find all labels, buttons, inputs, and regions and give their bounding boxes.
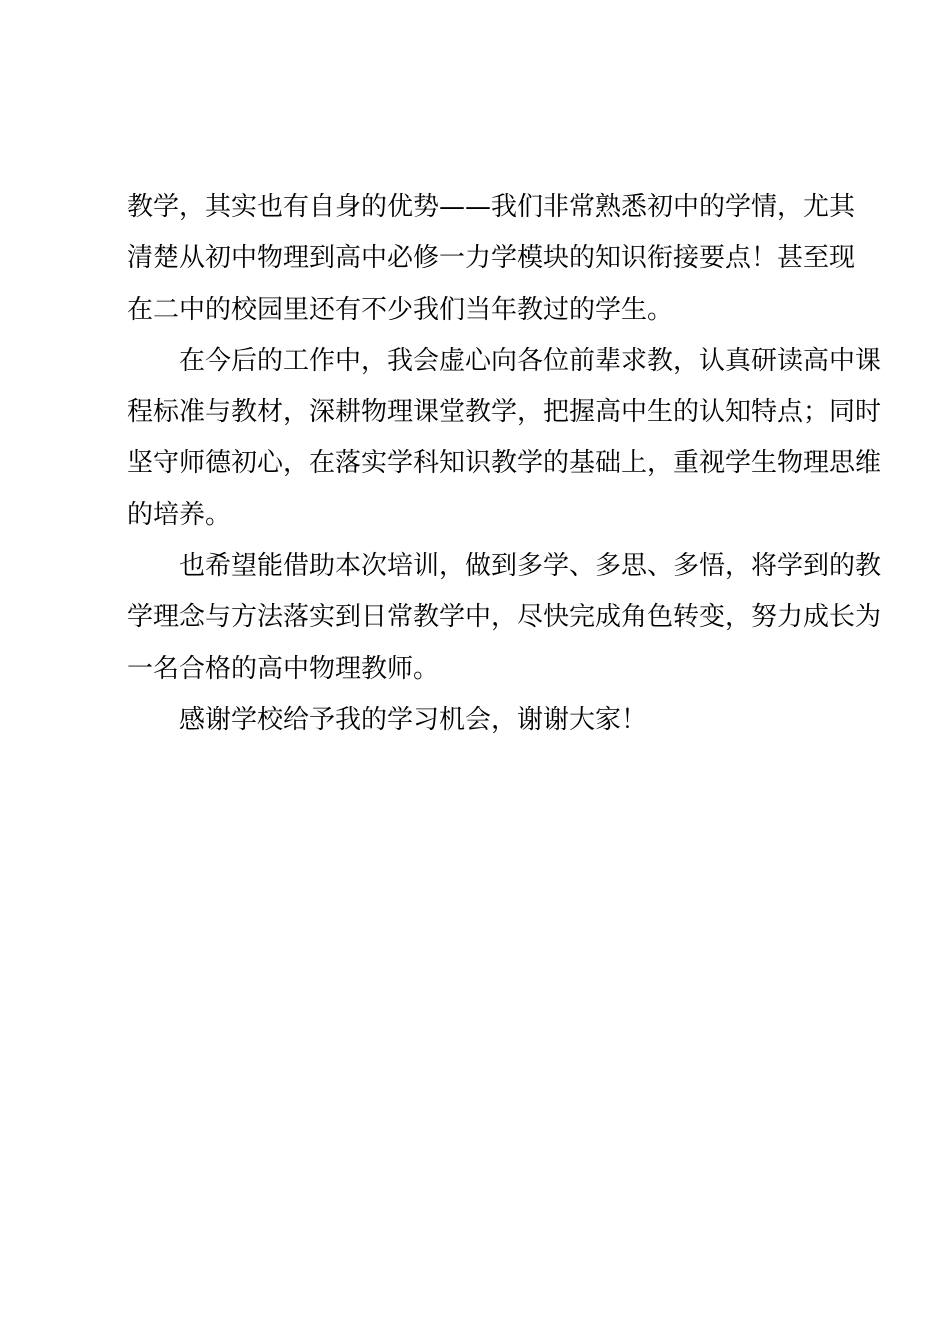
paragraph-4-line-1: 感谢学校给予我的学习机会，谢谢大家！ bbox=[179, 704, 648, 735]
paragraph-3-line-1: 也希望能借助本次培训，做到多学、多思、多悟，将学到的教 bbox=[179, 551, 882, 582]
paragraph-2-line-3: 坚守师德初心，在落实学科知识教学的基础上，重视学生物理思维 bbox=[127, 448, 882, 479]
paragraph-2-line-4: 的培养。 bbox=[127, 499, 232, 530]
paragraph-1-line-3: 在二中的校园里还有不少我们当年教过的学生。 bbox=[127, 294, 674, 325]
paragraph-1-line-2: 清楚从初中物理到高中必修一力学模块的知识衔接要点！甚至现 bbox=[127, 243, 856, 274]
paragraph-3-line-3: 一名合格的高中物理教师。 bbox=[127, 653, 440, 684]
paragraph-2-line-2: 程标准与教材，深耕物理课堂教学，把握高中生的认知特点；同时 bbox=[127, 397, 882, 428]
paragraph-2-line-1: 在今后的工作中，我会虚心向各位前辈求教，认真研读高中课 bbox=[179, 345, 882, 376]
paragraph-3-line-2: 学理念与方法落实到日常教学中，尽快完成角色转变，努力成长为 bbox=[127, 602, 882, 633]
paragraph-1-line-1: 教学，其实也有自身的优势——我们非常熟悉初中的学情，尤其 bbox=[127, 192, 856, 222]
document-body bbox=[127, 182, 882, 746]
